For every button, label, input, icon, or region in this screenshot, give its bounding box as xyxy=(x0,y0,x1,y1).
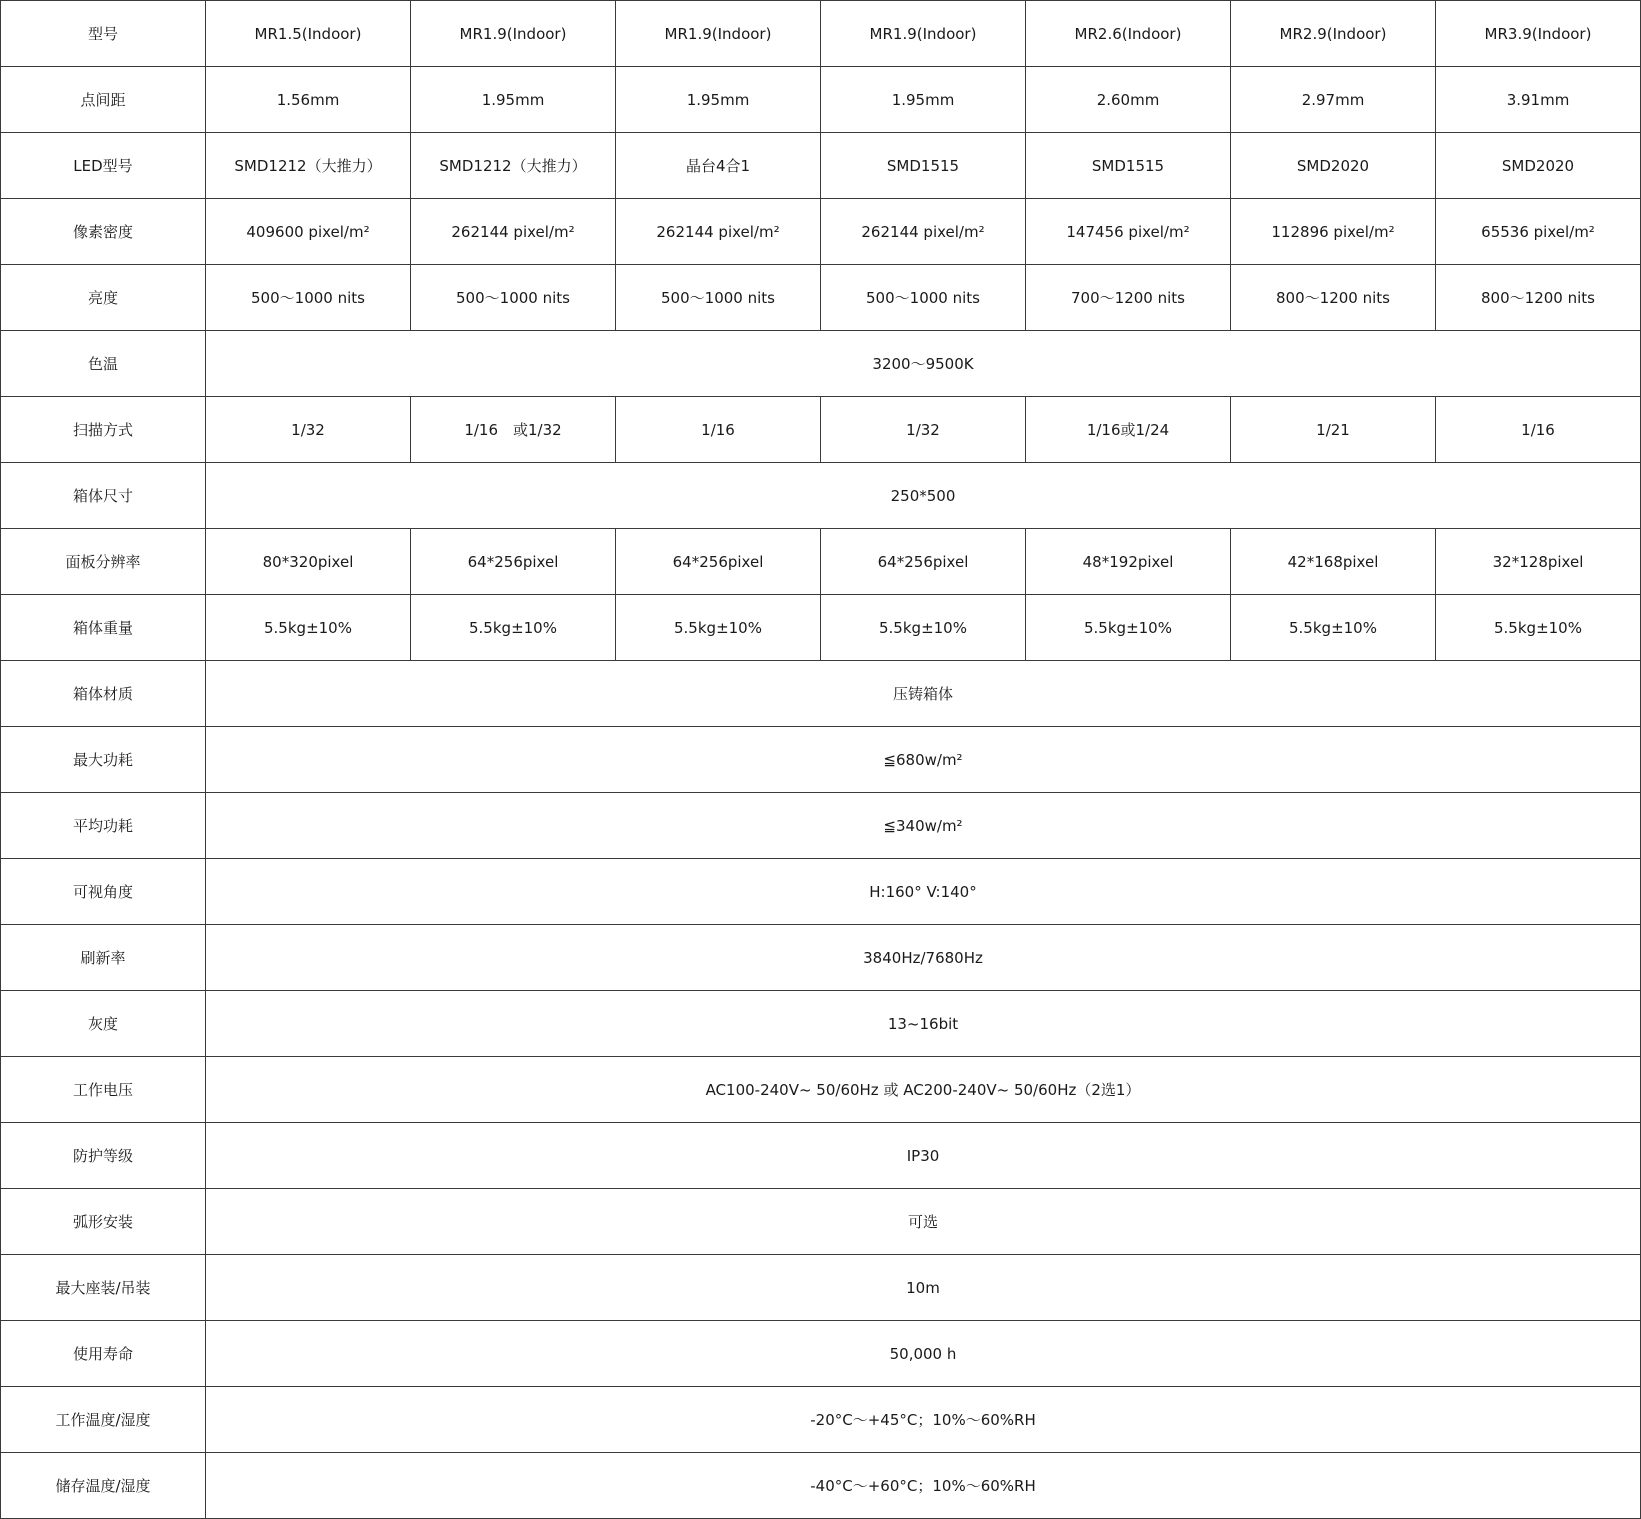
row-label: 点间距 xyxy=(1,67,206,133)
value-cell: 64*256pixel xyxy=(821,529,1026,595)
merged-value-cell: ≦680w/m² xyxy=(206,727,1641,793)
merged-value-cell: 压铸箱体 xyxy=(206,661,1641,727)
table-row xyxy=(1,1321,1641,1387)
row-label: 面板分辨率 xyxy=(1,529,206,595)
row-label: 储存温度/湿度 xyxy=(1,1453,206,1519)
row-label: 灰度 xyxy=(1,991,206,1057)
table-row xyxy=(1,1189,1641,1255)
table-row xyxy=(1,1123,1641,1189)
row-label: 可视角度 xyxy=(1,859,206,925)
table-row xyxy=(1,991,1641,1057)
value-cell: MR1.5(Indoor) xyxy=(206,1,411,67)
value-cell: 5.5kg±10% xyxy=(1026,595,1231,661)
value-cell: 48*192pixel xyxy=(1026,529,1231,595)
value-cell: 800～1200 nits xyxy=(1436,265,1641,331)
row-label: 亮度 xyxy=(1,265,206,331)
row-label: 工作电压 xyxy=(1,1057,206,1123)
row-label: 箱体尺寸 xyxy=(1,463,206,529)
merged-value-cell: AC100-240V~ 50/60Hz 或 AC200-240V~ 50/60Hz（2选1） xyxy=(206,1057,1641,1123)
row-label: 使用寿命 xyxy=(1,1321,206,1387)
value-cell: 1/16 xyxy=(1436,397,1641,463)
value-cell: 1/16 或1/32 xyxy=(411,397,616,463)
row-label: 像素密度 xyxy=(1,199,206,265)
value-cell: 500～1000 nits xyxy=(616,265,821,331)
value-cell: 5.5kg±10% xyxy=(1231,595,1436,661)
merged-value-cell: 可选 xyxy=(206,1189,1641,1255)
value-cell: 800～1200 nits xyxy=(1231,265,1436,331)
merged-value-cell: 250*500 xyxy=(206,463,1641,529)
value-cell: 64*256pixel xyxy=(411,529,616,595)
table-row xyxy=(1,331,1641,397)
merged-value-cell: 3840Hz/7680Hz xyxy=(206,925,1641,991)
value-cell: MR1.9(Indoor) xyxy=(616,1,821,67)
row-label: 弧形安装 xyxy=(1,1189,206,1255)
merged-value-cell: H:160° V:140° xyxy=(206,859,1641,925)
value-cell: SMD1515 xyxy=(821,133,1026,199)
value-cell: 5.5kg±10% xyxy=(821,595,1026,661)
value-cell: MR1.9(Indoor) xyxy=(821,1,1026,67)
value-cell: 1/32 xyxy=(206,397,411,463)
table-row xyxy=(1,199,1641,265)
merged-value-cell: 50,000 h xyxy=(206,1321,1641,1387)
table-row xyxy=(1,1057,1641,1123)
value-cell: 2.97mm xyxy=(1231,67,1436,133)
table-row xyxy=(1,529,1641,595)
table-row xyxy=(1,397,1641,463)
value-cell: 409600 pixel/m² xyxy=(206,199,411,265)
value-cell: 1.56mm xyxy=(206,67,411,133)
value-cell: MR1.9(Indoor) xyxy=(411,1,616,67)
value-cell: 500～1000 nits xyxy=(411,265,616,331)
value-cell: SMD1212（大推力） xyxy=(411,133,616,199)
merged-value-cell: -20°C～+45°C；10%～60%RH xyxy=(206,1387,1641,1453)
table-row xyxy=(1,793,1641,859)
value-cell: 262144 pixel/m² xyxy=(821,199,1026,265)
merged-value-cell: ≦340w/m² xyxy=(206,793,1641,859)
table-row xyxy=(1,265,1641,331)
row-label: 型号 xyxy=(1,1,206,67)
value-cell: 42*168pixel xyxy=(1231,529,1436,595)
table-row xyxy=(1,463,1641,529)
value-cell: 1/21 xyxy=(1231,397,1436,463)
merged-value-cell: 3200～9500K xyxy=(206,331,1641,397)
merged-value-cell: 10m xyxy=(206,1255,1641,1321)
row-label: 平均功耗 xyxy=(1,793,206,859)
table-row xyxy=(1,925,1641,991)
table-row xyxy=(1,133,1641,199)
value-cell: SMD2020 xyxy=(1436,133,1641,199)
row-label: 色温 xyxy=(1,331,206,397)
spec-table-body xyxy=(1,1,1641,1519)
value-cell: SMD1515 xyxy=(1026,133,1231,199)
value-cell: 1/16 xyxy=(616,397,821,463)
row-label: 最大功耗 xyxy=(1,727,206,793)
row-label: 刷新率 xyxy=(1,925,206,991)
table-row xyxy=(1,1453,1641,1519)
value-cell: 147456 pixel/m² xyxy=(1026,199,1231,265)
value-cell: MR2.9(Indoor) xyxy=(1231,1,1436,67)
value-cell: 5.5kg±10% xyxy=(616,595,821,661)
value-cell: 2.60mm xyxy=(1026,67,1231,133)
value-cell: 1/32 xyxy=(821,397,1026,463)
value-cell: 1.95mm xyxy=(411,67,616,133)
value-cell: 3.91mm xyxy=(1436,67,1641,133)
row-label: 防护等级 xyxy=(1,1123,206,1189)
table-row xyxy=(1,595,1641,661)
merged-value-cell: -40°C～+60°C；10%～60%RH xyxy=(206,1453,1641,1519)
merged-value-cell: IP30 xyxy=(206,1123,1641,1189)
value-cell: 晶台4合1 xyxy=(616,133,821,199)
table-row xyxy=(1,1387,1641,1453)
value-cell: 262144 pixel/m² xyxy=(616,199,821,265)
table-row xyxy=(1,661,1641,727)
value-cell: 500～1000 nits xyxy=(821,265,1026,331)
table-row xyxy=(1,727,1641,793)
value-cell: 500～1000 nits xyxy=(206,265,411,331)
row-label: 箱体材质 xyxy=(1,661,206,727)
row-label: 箱体重量 xyxy=(1,595,206,661)
table-row xyxy=(1,1255,1641,1321)
value-cell: 80*320pixel xyxy=(206,529,411,595)
value-cell: 5.5kg±10% xyxy=(411,595,616,661)
row-label: LED型号 xyxy=(1,133,206,199)
value-cell: 32*128pixel xyxy=(1436,529,1641,595)
merged-value-cell: 13~16bit xyxy=(206,991,1641,1057)
value-cell: 65536 pixel/m² xyxy=(1436,199,1641,265)
value-cell: 64*256pixel xyxy=(616,529,821,595)
table-row xyxy=(1,859,1641,925)
row-label: 扫描方式 xyxy=(1,397,206,463)
value-cell: 1/16或1/24 xyxy=(1026,397,1231,463)
table-row xyxy=(1,67,1641,133)
value-cell: MR3.9(Indoor) xyxy=(1436,1,1641,67)
value-cell: SMD1212（大推力） xyxy=(206,133,411,199)
row-label: 工作温度/湿度 xyxy=(1,1387,206,1453)
value-cell: 5.5kg±10% xyxy=(206,595,411,661)
value-cell: 112896 pixel/m² xyxy=(1231,199,1436,265)
value-cell: 262144 pixel/m² xyxy=(411,199,616,265)
table-row xyxy=(1,1,1641,67)
value-cell: 700～1200 nits xyxy=(1026,265,1231,331)
value-cell: 1.95mm xyxy=(616,67,821,133)
value-cell: 5.5kg±10% xyxy=(1436,595,1641,661)
value-cell: 1.95mm xyxy=(821,67,1026,133)
value-cell: SMD2020 xyxy=(1231,133,1436,199)
row-label: 最大座装/吊装 xyxy=(1,1255,206,1321)
value-cell: MR2.6(Indoor) xyxy=(1026,1,1231,67)
